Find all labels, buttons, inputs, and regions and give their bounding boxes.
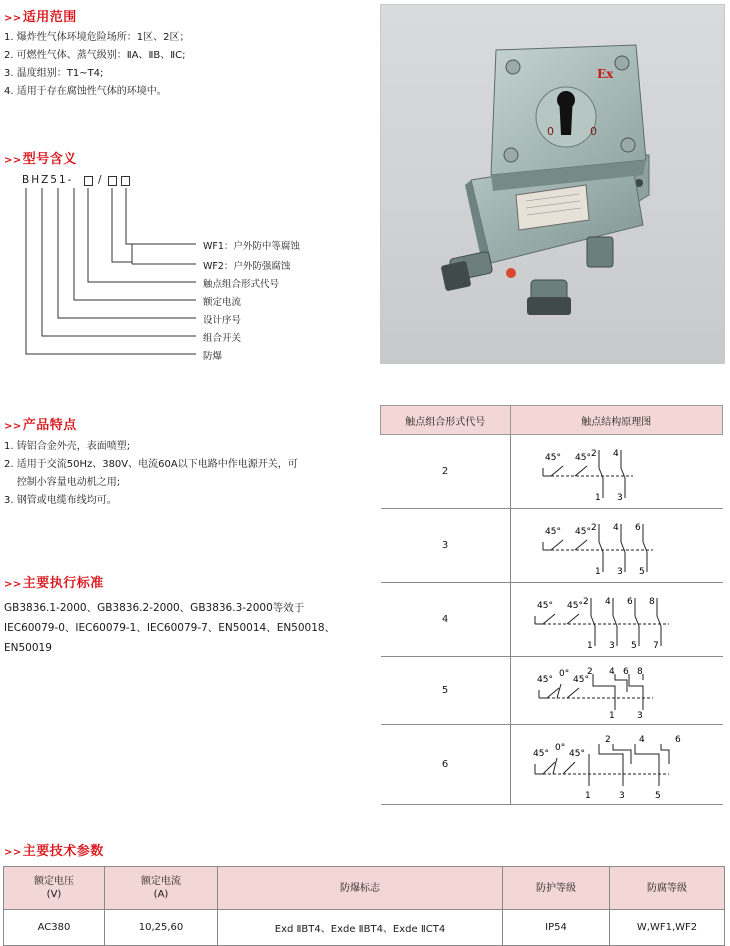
contact-header-code: 触点组合形式代号: [381, 406, 511, 435]
contact-code: 3: [381, 509, 511, 583]
tech-table: [3, 866, 725, 946]
legend-wf2: WF2：户外防强腐蚀: [203, 261, 291, 272]
terminal-label: 5: [654, 790, 661, 801]
terminal-label: 5: [638, 566, 645, 577]
scope-item-1: 1. 爆炸性气体环境危险场所：1区、2区；: [4, 32, 190, 43]
tech-header-anticorrosion: 防腐等级: [610, 867, 725, 910]
contact-table: [380, 405, 723, 805]
dial-right-label: 0: [590, 125, 597, 138]
scope-title: >>适用范围: [4, 10, 77, 25]
standards-line-3: EN50019: [4, 642, 52, 654]
contact-code: 2: [381, 435, 511, 509]
contact-diagram-6: [510, 725, 723, 805]
model-slash: /: [98, 174, 104, 186]
contact-diagram-3: [510, 509, 723, 583]
terminal-label: 4: [638, 734, 645, 745]
wiring-diagram: [523, 660, 723, 722]
angle-label: 45°: [536, 674, 553, 685]
legend-combo: 组合开关: [203, 333, 242, 344]
terminal-label: 2: [590, 522, 597, 533]
terminal-label: 4: [612, 522, 619, 533]
terminal-label: 1: [594, 492, 601, 503]
standards-title: >>主要执行标准: [4, 576, 104, 591]
feature-item-3: 3. 钢管或电缆布线均可。: [4, 495, 117, 506]
angle-label: 45°: [532, 748, 549, 759]
feature-item-2-cont: 控制小容量电动机之用;: [4, 477, 121, 488]
scope-item-2: 2. 可燃性气体、蒸气级别：ⅡA、ⅡB、ⅡC;: [4, 50, 186, 61]
terminal-label: 7: [652, 640, 659, 651]
tech-header-voltage: 额定电压 (V): [4, 867, 105, 910]
angle-label: 45°: [566, 600, 583, 611]
table-row: [381, 583, 723, 657]
contact-code: 6: [381, 725, 511, 805]
contact-code: 5: [381, 657, 511, 725]
contact-diagram-2: [510, 435, 723, 509]
terminal-label: 1: [594, 566, 601, 577]
terminal-label: 8: [636, 666, 643, 677]
dial-left-label: 0: [547, 125, 554, 138]
angle-label: 45°: [544, 526, 561, 537]
terminal-label: 4: [604, 596, 611, 607]
angle-label: 45°: [574, 526, 591, 537]
legend-wf1: WF1：户外防中等腐蚀: [203, 241, 300, 252]
wiring-diagram: [523, 512, 723, 580]
terminal-label: 4: [612, 448, 619, 459]
table-row: [4, 910, 725, 946]
tech-header-ip: 防护等级: [503, 867, 610, 910]
contact-diagram-4: [510, 583, 723, 657]
terminal-label: 5: [630, 640, 637, 651]
angle-label: 45°: [536, 600, 553, 611]
terminal-label: 6: [622, 666, 629, 677]
wiring-diagram: [519, 728, 719, 802]
terminal-label: 3: [616, 566, 623, 577]
feature-item-1: 1. 铸铝合金外壳，表面喷塑;: [4, 441, 131, 452]
terminal-label: 2: [586, 666, 593, 677]
terminal-label: 6: [674, 734, 681, 745]
terminal-label: 3: [616, 492, 623, 503]
feature-item-2: 2. 适用于交流50Hz、380V、电流60A以下电路中作电源开关，可: [4, 459, 298, 470]
scope-item-4: 4. 适用于存在腐蚀性气体的环境中。: [4, 86, 167, 97]
ex-mark: Ex: [597, 67, 614, 81]
angle-label: 45°: [568, 748, 585, 759]
tech-header-ex-mark: 防爆标志: [218, 867, 503, 910]
angle-label: 0°: [558, 668, 569, 679]
standards-line-1: GB3836.1-2000、GB3836.2-2000、GB3836.3-2000等效于: [4, 602, 305, 614]
tech-title: >>主要技术参数: [4, 844, 104, 859]
legend-contact: 触点组合形式代号: [203, 279, 280, 290]
standards-line-2: IEC60079-0、IEC60079-1、IEC60079-7、EN50014、EN50018、: [4, 622, 336, 634]
wiring-diagram: [523, 438, 723, 506]
terminal-label: 3: [636, 710, 643, 721]
model-code: BHZ51-: [22, 174, 74, 186]
tech-ip: IP54: [503, 910, 610, 946]
tech-ex-mark: Exd ⅡBT4、Exde ⅡBT4、Exde ⅡCT4: [218, 910, 503, 946]
model-tree-lines: [0, 0, 210, 370]
legend-ex: 防爆: [203, 351, 223, 362]
tech-voltage: AC380: [4, 910, 105, 946]
tech-current: 10,25,60: [105, 910, 218, 946]
product-photo: [380, 4, 725, 364]
terminal-label: 2: [582, 596, 589, 607]
contact-diagram-5: [510, 657, 723, 725]
table-row: [381, 657, 723, 725]
contact-header-diagram: 触点结构原理图: [510, 406, 723, 435]
terminal-label: 1: [584, 790, 591, 801]
terminal-label: 2: [590, 448, 597, 459]
model-title: >>型号含义: [4, 152, 77, 167]
terminal-label: 4: [608, 666, 615, 677]
angle-label: 45°: [544, 452, 561, 463]
terminal-label: 6: [634, 522, 641, 533]
scope-item-3: 3. 温度组别：T1~T4;: [4, 68, 104, 79]
legend-current: 额定电流: [203, 297, 242, 308]
terminal-label: 2: [604, 734, 611, 745]
features-title: >>产品特点: [4, 418, 77, 433]
terminal-label: 3: [618, 790, 625, 801]
terminal-label: 3: [608, 640, 615, 651]
contact-code: 4: [381, 583, 511, 657]
switch-illustration: [381, 5, 724, 363]
terminal-label: 6: [626, 596, 633, 607]
angle-label: 45°: [574, 452, 591, 463]
tech-anticorrosion: W,WF1,WF2: [610, 910, 725, 946]
tech-header-current: 额定电流 (A): [105, 867, 218, 910]
angle-label: 0°: [554, 742, 565, 753]
angle-label: 45°: [572, 674, 589, 685]
table-row: [381, 435, 723, 509]
terminal-label: 1: [608, 710, 615, 721]
table-row: [381, 509, 723, 583]
wiring-diagram: [519, 586, 719, 654]
table-row: [381, 725, 723, 805]
terminal-label: 1: [586, 640, 593, 651]
legend-design: 设计序号: [203, 315, 242, 326]
terminal-label: 8: [648, 596, 655, 607]
